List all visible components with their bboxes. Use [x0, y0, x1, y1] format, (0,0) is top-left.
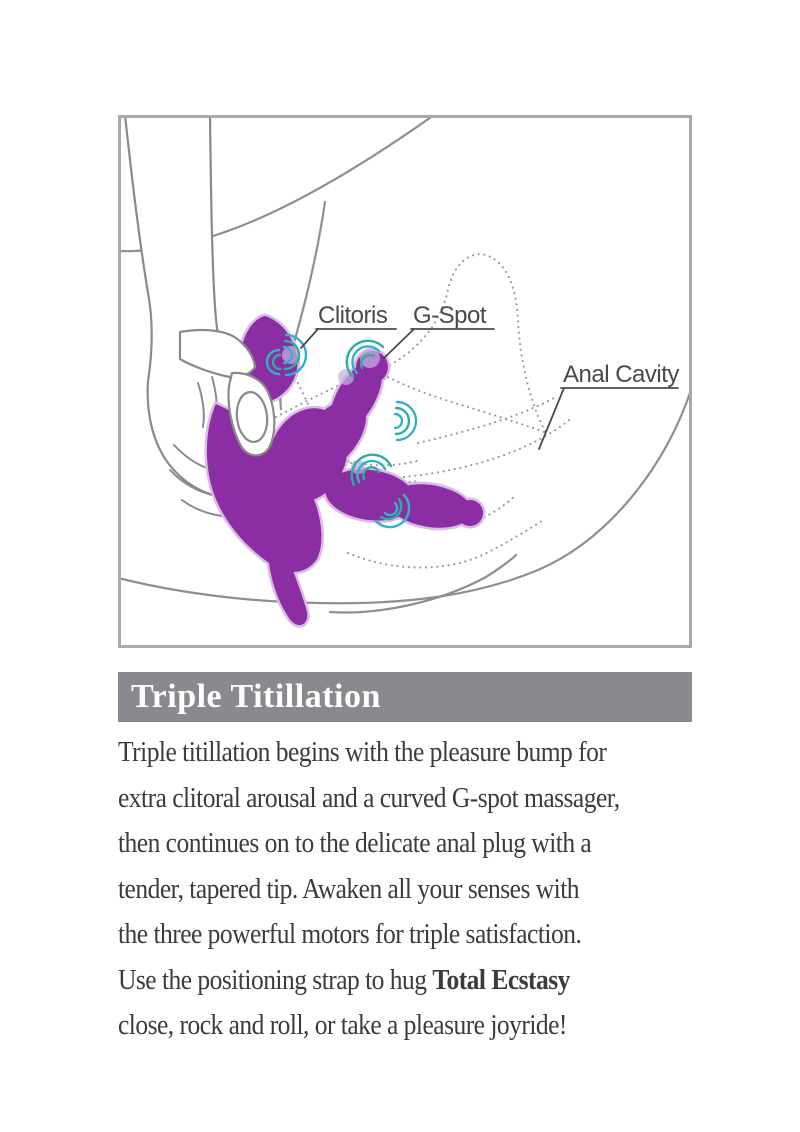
anatomy-diagram-box — [118, 115, 692, 648]
description-line: then continues on to the delicate anal plug with a — [118, 827, 592, 859]
description-line: extra clitoral arousal and a curved G-spot massager, — [118, 781, 620, 814]
label-anal-cavity: Anal Cavity — [563, 361, 679, 388]
section-title-banner — [118, 672, 692, 722]
description-paragraph — [118, 730, 623, 1049]
label-clitoris: Clitoris — [318, 302, 388, 329]
anatomy-diagram — [118, 115, 692, 648]
description-line: the three powerful motors for triple satisfaction. — [118, 918, 582, 950]
description-line: Triple titillation begins with the pleasure bump for — [118, 736, 607, 768]
product-name-bold: Total Ecstasy — [432, 963, 570, 996]
label-g-spot: G-Spot — [413, 302, 487, 329]
section-title: Triple Titillation — [131, 678, 381, 715]
description-line — [118, 958, 623, 1004]
description-line: tender, tapered tip. Awaken all your senses with — [118, 872, 579, 905]
description-line-text: Use the positioning strap to hug — [118, 963, 433, 996]
description-line: close, rock and roll, or take a pleasure joyride! — [118, 1009, 567, 1041]
